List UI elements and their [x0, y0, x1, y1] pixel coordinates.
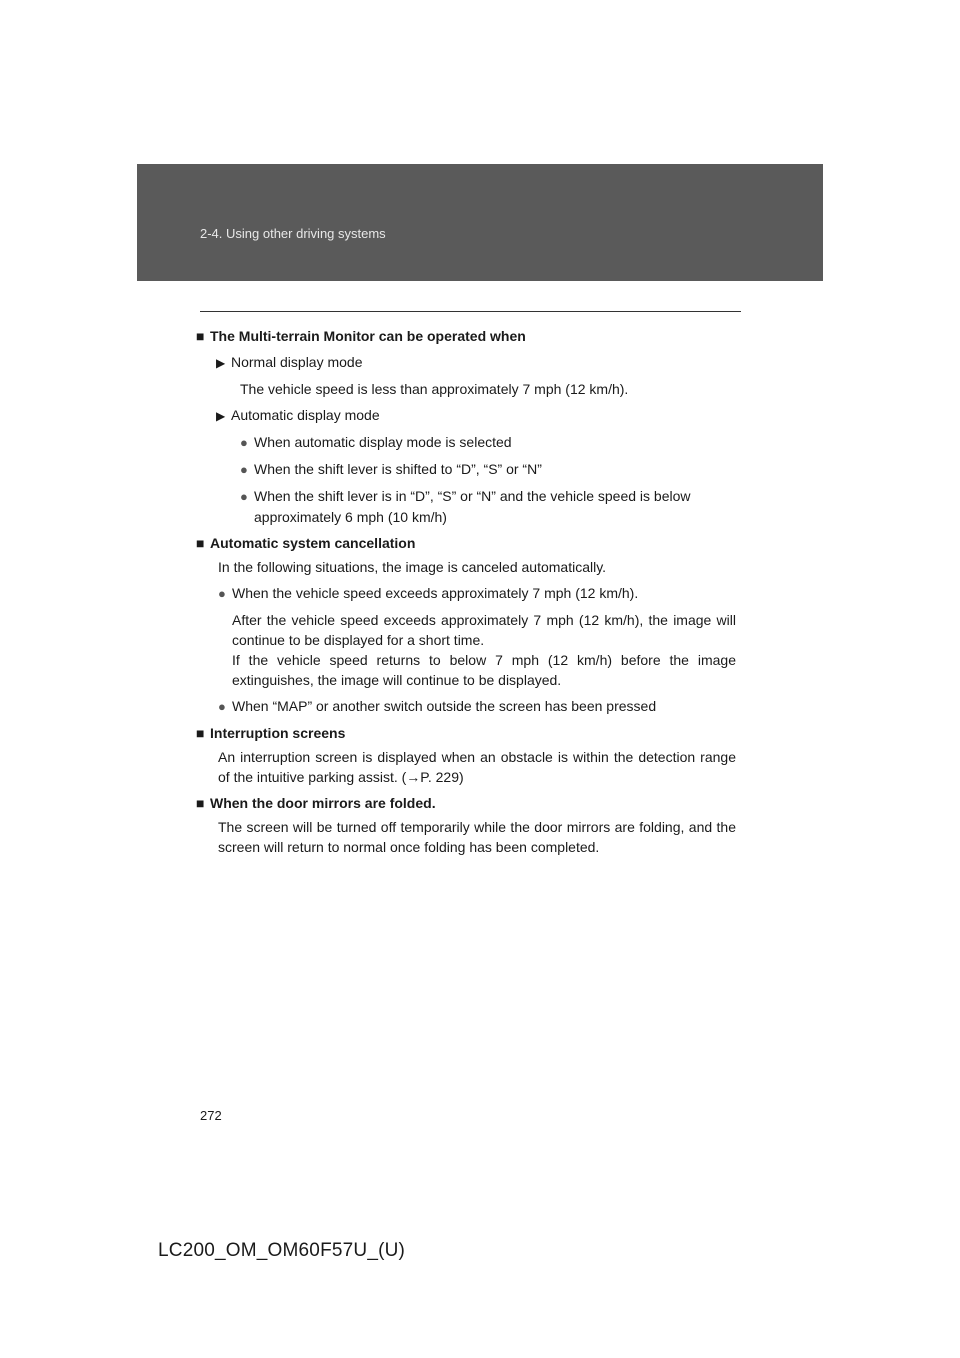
page-number: 272 — [200, 1108, 222, 1123]
square-bullet-icon: ■ — [196, 328, 205, 344]
circle-bullet-icon: ● — [240, 435, 248, 450]
circle-bullet-icon: ● — [218, 586, 226, 601]
section-interruption — [196, 723, 736, 787]
square-bullet-icon: ■ — [196, 725, 205, 741]
page-content — [196, 326, 736, 863]
list-item: ● When the shift lever is in “D”, “S” or “N” and the vehicle speed is below approximately 6 mph (10 km/h) — [240, 488, 691, 525]
paragraph: After the vehicle speed exceeds approximately 7 mph (12 km/h), the image will continue to be displayed for a short time. — [232, 612, 736, 648]
list-item: ● When the vehicle speed exceeds approximately 7 mph (12 km/h). — [218, 583, 736, 604]
divider — [200, 311, 741, 312]
list-item: ● When automatic display mode is selected — [240, 432, 736, 453]
section-mirrors — [196, 793, 736, 857]
mode-item: ▶ Automatic display mode — [216, 405, 736, 426]
paragraph: In the following situations, the image is canceled automatically. — [218, 559, 607, 575]
section-title: ■ The Multi-terrain Monitor can be operated when — [196, 328, 526, 344]
paragraph: The screen will be turned off temporarily while the door mirrors are folding, and the screen will return to normal once folding has been completed. — [218, 819, 736, 855]
circle-bullet-icon: ● — [240, 462, 248, 477]
section-title: ■ When the door mirrors are folded. — [196, 795, 436, 811]
mode-description: The vehicle speed is less than approximately 7 mph (12 km/h). — [240, 381, 629, 397]
header-band — [137, 164, 823, 281]
section-operation — [196, 326, 736, 527]
mode-item: ▶ Normal display mode — [216, 352, 736, 373]
triangle-bullet-icon: ▶ — [216, 356, 226, 370]
document-code: LC200_OM_OM60F57U_(U) — [158, 1240, 406, 1261]
square-bullet-icon: ■ — [196, 795, 205, 811]
paragraph: An interruption screen is displayed when an obstacle is within the detection range of the intuitive parking assist. (→P. 229) — [218, 749, 736, 785]
list-item: ● When the shift lever is shifted to “D”, “S” or “N” — [240, 459, 736, 480]
section-header: 2-4. Using other driving systems — [200, 226, 386, 241]
circle-bullet-icon: ● — [218, 699, 226, 714]
section-title: ■ Interruption screens — [196, 725, 346, 741]
section-title: ■ Automatic system cancellation — [196, 535, 416, 551]
square-bullet-icon: ■ — [196, 535, 205, 551]
triangle-bullet-icon: ▶ — [216, 409, 226, 423]
section-cancellation — [196, 533, 736, 717]
circle-bullet-icon: ● — [240, 489, 248, 504]
list-item: ● When “MAP” or another switch outside the screen has been pressed — [218, 696, 736, 717]
paragraph: If the vehicle speed returns to below 7 mph (12 km/h) before the image extinguishes, the image will continue to be displayed. — [232, 652, 736, 688]
